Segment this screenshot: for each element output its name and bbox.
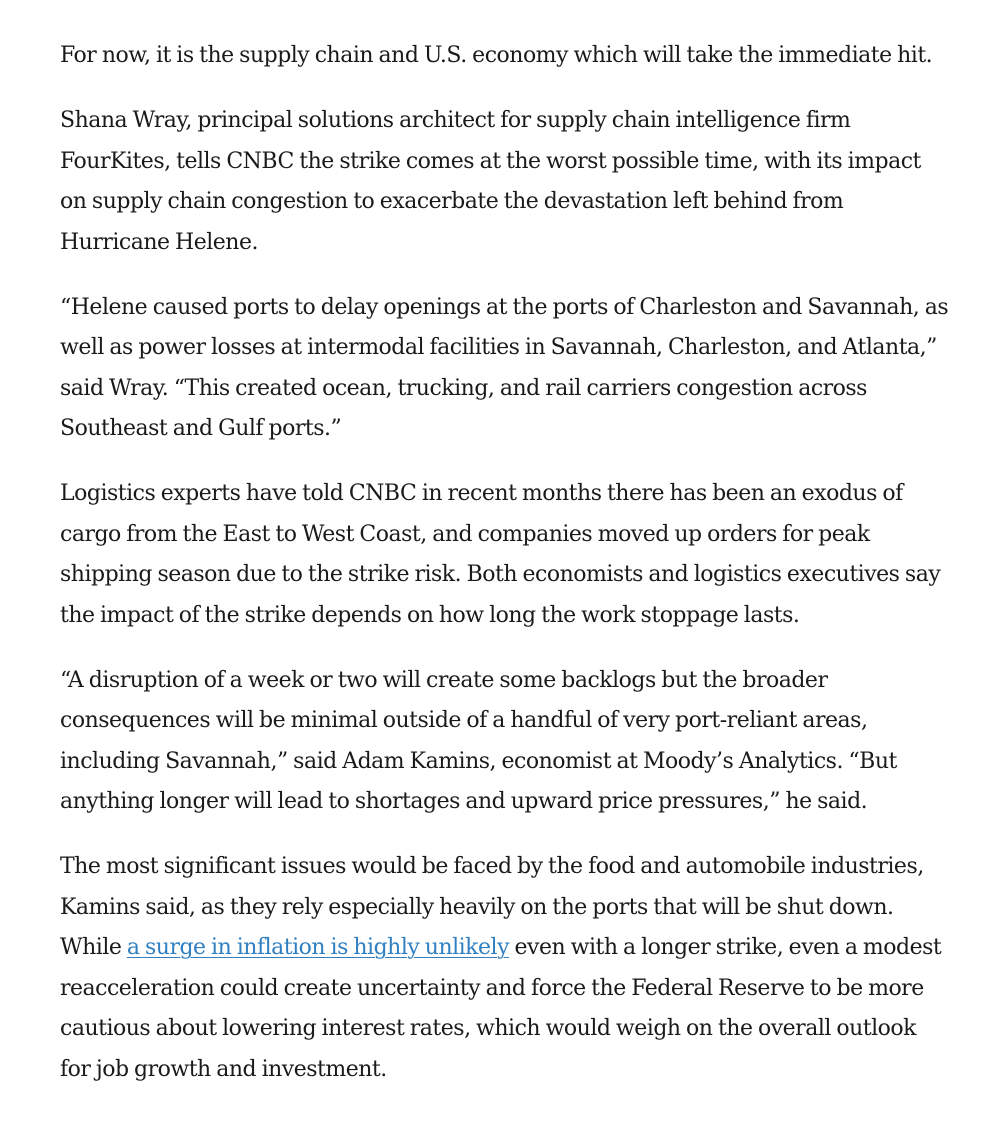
paragraph-5: “A disruption of a week or two will create some backlogs but the broader consequences will be minimal outside of a handful of very port-reliant areas, including Savannah,” said Adam Kamins, economist at Moody’s Analytics. “But anything longer will lead to shortages and upward price pressures,” he said.: [60, 667, 897, 814]
inflation-article-link[interactable]: a surge in inflation is highly unlikely: [126, 935, 509, 960]
paragraph-3: “Helene caused ports to delay openings at the ports of Charleston and Savannah, as well as power losses at intermodal facilities in Savannah, Charleston, and Atlanta,” said Wray. “This created ocean, trucking, and rail carriers congestion across Southeast and Gulf ports.”: [60, 294, 949, 441]
article-body: [60, 36, 950, 1115]
paragraph-2: Shana Wray, principal solutions architect for supply chain intelligence firm FourKites, tells CNBC the strike comes at the worst possible time, with its impact on supply chain congestion to exacerbate the devastation left behind from Hurricane Helene.: [60, 108, 921, 255]
paragraph-6-text-before-link: The most significant issues would be faced by the food and automobile industries, Kamins said, as they rely especially heavily on the ports that will be shut down. While: [60, 854, 924, 960]
paragraph-6: [60, 847, 950, 1090]
paragraph-1: For now, it is the supply chain and U.S. economy which will take the immediate hit.: [60, 43, 933, 68]
paragraph-4: Logistics experts have told CNBC in recent months there has been an exodus of cargo from the East to West Coast, and companies moved up orders for peak shipping season due to the strike risk. Both economists and logistics executives say the impact of the strike depends on how long the work stoppage lasts.: [60, 481, 941, 628]
paragraph-6-text-after-link: even with a longer strike, even a modest reacceleration could create uncertainty and force the Federal Reserve to be more cautious about lowering interest rates, which would weigh on the overall outlook for job growth and investment.: [60, 935, 942, 1082]
